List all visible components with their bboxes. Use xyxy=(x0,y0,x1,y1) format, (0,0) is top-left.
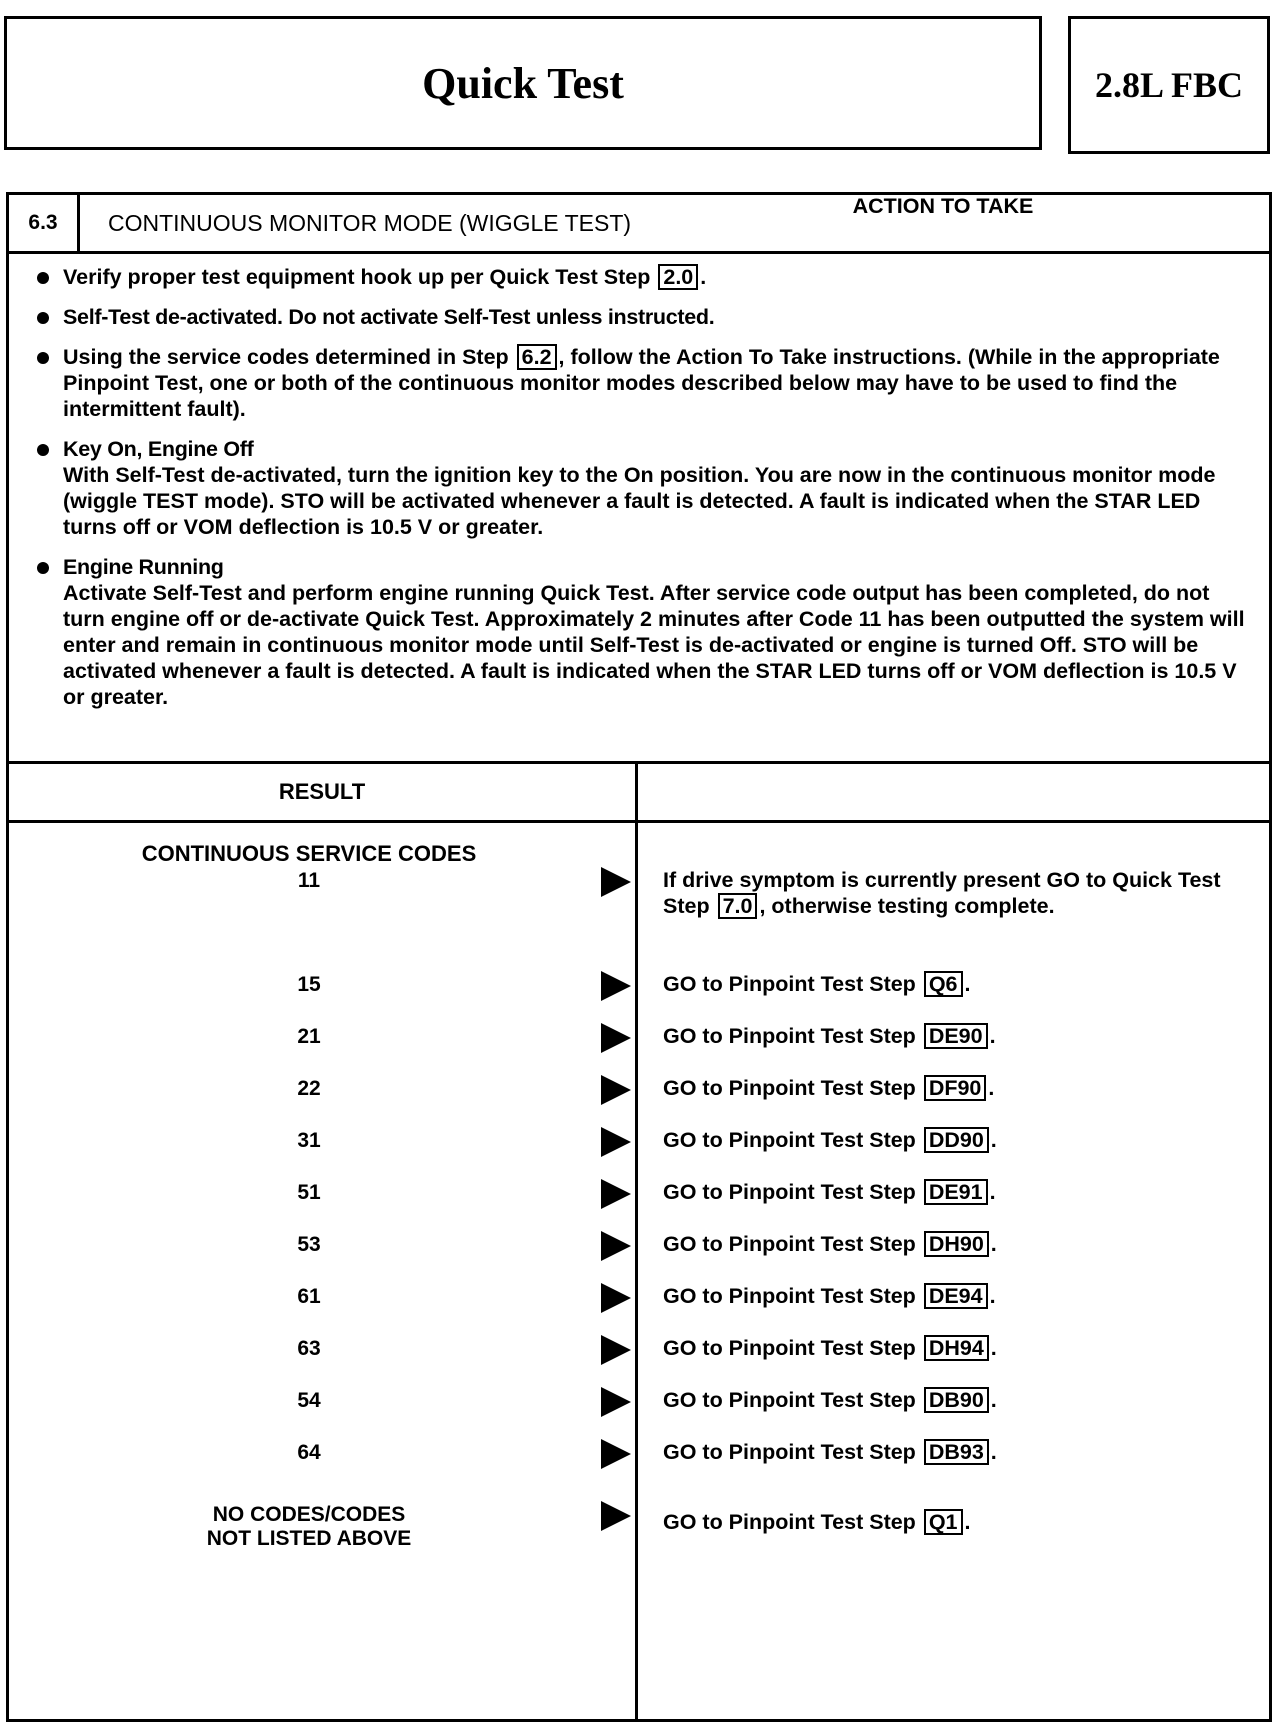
service-code: 31 xyxy=(297,1129,321,1152)
step-reference: DB90 xyxy=(924,1387,989,1413)
bullet-item xyxy=(37,436,1249,540)
action-text-end: . xyxy=(964,1510,971,1534)
arrow-icon xyxy=(601,1127,631,1157)
action-text xyxy=(663,1127,1223,1153)
action-text-a: GO to Pinpoint Test Step xyxy=(663,1284,916,1308)
arrow-icon xyxy=(601,1179,631,1209)
bullet-text: Self-Test de-activated. Do not activate Self-Test unless instructed. xyxy=(63,305,715,329)
step-reference: DH94 xyxy=(924,1335,989,1361)
action-text xyxy=(663,971,1223,997)
action-text-a: GO to Pinpoint Test Step xyxy=(663,1440,916,1464)
action-text xyxy=(663,1387,1223,1413)
bullet-item xyxy=(37,264,1249,290)
step-reference: 6.2 xyxy=(517,344,557,370)
bullet-text: Activate Self-Test and perform engine running Quick Test. After service code output has been completed, do not turn engine off or de-activate Quick Test. Approximately 2 minutes after Code 11 has been outputted the system will enter and remain in continuous monitor mode until Self-Test is de-activated or engine is turned Off. STO will be activated whenever a fault is detected. A fault is indicated when the STAR LED turns off or VOM deflection is 10.5 V or greater. xyxy=(63,581,1245,709)
step-reference: 2.0 xyxy=(658,264,698,290)
action-text-end: . xyxy=(990,1336,997,1360)
bullet-text-end: . xyxy=(700,265,707,289)
action-text-a: GO to Pinpoint Test Step xyxy=(663,1510,916,1534)
bullet-text: , follow the Action To Take instructions. (While in the appropriate Pinpoint Test, one or both of the continuous monitor modes described below may have to be used to find the intermittent fault). xyxy=(63,345,1220,421)
bullet-item xyxy=(37,554,1249,710)
service-code: 53 xyxy=(297,1233,321,1256)
service-code: 15 xyxy=(297,973,321,996)
service-code: 54 xyxy=(297,1389,321,1412)
action-header: ACTION TO TAKE xyxy=(852,194,1034,218)
step-reference: DE90 xyxy=(924,1023,988,1049)
bullet-text: Verify proper test equipment hook up per Quick Test Step xyxy=(63,265,651,289)
code-line: NO CODES/CODES xyxy=(212,1503,406,1526)
action-text-end: . xyxy=(989,1284,996,1308)
section-title: CONTINUOUS MONITOR MODE (WIGGLE TEST) xyxy=(108,209,632,236)
arrow-icon xyxy=(601,1231,631,1261)
arrow-icon xyxy=(601,1075,631,1105)
action-text-a: GO to Pinpoint Test Step xyxy=(663,1076,916,1100)
action-text-end: . xyxy=(988,1076,995,1100)
column-divider xyxy=(635,823,638,1721)
action-text-a: GO to Pinpoint Test Step xyxy=(663,1336,916,1360)
bullet-item xyxy=(37,304,1249,330)
result-header: RESULT xyxy=(9,764,638,820)
bullet-text: Using the service codes determined in Step xyxy=(63,345,509,369)
action-text-end: . xyxy=(989,1180,996,1204)
action-text-end: . xyxy=(990,1128,997,1152)
action-text-a: GO to Pinpoint Test Step xyxy=(663,972,916,996)
action-text-end: . xyxy=(990,1232,997,1256)
service-code: 64 xyxy=(297,1441,321,1464)
action-text-a: GO to Pinpoint Test Step xyxy=(663,1024,916,1048)
bullet-heading: Engine Running xyxy=(63,555,224,579)
action-text xyxy=(663,1439,1223,1465)
service-code: 11 xyxy=(297,869,321,892)
action-text xyxy=(663,1075,1223,1101)
service-code xyxy=(9,1503,609,1551)
service-code: 63 xyxy=(297,1337,321,1360)
action-text xyxy=(663,1023,1223,1049)
bullet-item xyxy=(37,344,1249,422)
arrow-icon xyxy=(601,1387,631,1417)
action-text-a: GO to Pinpoint Test Step xyxy=(663,1232,916,1256)
action-text-b: , otherwise testing complete. xyxy=(759,894,1055,918)
arrow-icon xyxy=(601,1439,631,1469)
bullet-text: With Self-Test de-activated, turn the ignition key to the On position. You are now in the continuous monitor mode (wiggle TEST mode). STO will be activated whenever a fault is detected. A fault is indicated when the STAR LED turns off or VOM deflection is 10.5 V or greater. xyxy=(63,463,1216,539)
step-reference: DH90 xyxy=(924,1231,989,1257)
section-number: 6.3 xyxy=(9,195,80,251)
section-panel xyxy=(6,192,1272,1722)
action-text-a: GO to Pinpoint Test Step xyxy=(663,1388,916,1412)
step-reference: DE91 xyxy=(924,1179,988,1205)
bullet-icon xyxy=(37,444,49,456)
action-text-end: . xyxy=(990,1388,997,1412)
action-text-a: GO to Pinpoint Test Step xyxy=(663,1180,916,1204)
action-text-end: . xyxy=(964,972,971,996)
action-text xyxy=(663,867,1223,919)
arrow-icon xyxy=(601,971,631,1001)
bullet-heading: Key On, Engine Off xyxy=(63,437,254,461)
bullet-icon xyxy=(37,352,49,364)
title-box xyxy=(4,16,1042,150)
code-line: NOT LISTED ABOVE xyxy=(206,1527,412,1550)
action-text xyxy=(663,1283,1223,1309)
step-reference: Q1 xyxy=(924,1509,963,1535)
bullet-icon xyxy=(37,272,49,284)
action-text-a: If drive symptom is currently present GO to Quick Test Step xyxy=(663,868,1221,918)
action-text xyxy=(663,1335,1223,1361)
instructions xyxy=(9,254,1269,764)
action-text xyxy=(663,1179,1223,1205)
service-code: 21 xyxy=(297,1025,321,1048)
codes-title: CONTINUOUS SERVICE CODES xyxy=(141,841,477,866)
arrow-icon xyxy=(601,1283,631,1313)
service-code: 22 xyxy=(297,1077,321,1100)
step-reference: DE94 xyxy=(924,1283,988,1309)
bullet-icon xyxy=(37,562,49,574)
service-code: 61 xyxy=(297,1285,321,1308)
step-reference: DF90 xyxy=(924,1075,987,1101)
step-reference: DB93 xyxy=(924,1439,989,1465)
action-text-end: . xyxy=(990,1440,997,1464)
step-reference: Q6 xyxy=(924,971,963,997)
step-reference: DD90 xyxy=(924,1127,989,1153)
engine-box xyxy=(1068,16,1270,154)
step-reference: 7.0 xyxy=(718,893,758,919)
table-body xyxy=(9,823,1269,1721)
bullet-icon xyxy=(37,312,49,324)
action-text-a: GO to Pinpoint Test Step xyxy=(663,1128,916,1152)
action-text xyxy=(663,1231,1223,1257)
arrow-icon xyxy=(601,867,631,897)
action-text-end: . xyxy=(989,1024,996,1048)
arrow-icon xyxy=(601,1023,631,1053)
service-code: 51 xyxy=(297,1181,321,1204)
arrow-icon xyxy=(601,1335,631,1365)
page-title: Quick Test xyxy=(422,58,624,108)
arrow-icon xyxy=(601,1501,631,1531)
engine-label: 2.8L FBC xyxy=(1094,65,1244,105)
action-text xyxy=(663,1509,1223,1535)
